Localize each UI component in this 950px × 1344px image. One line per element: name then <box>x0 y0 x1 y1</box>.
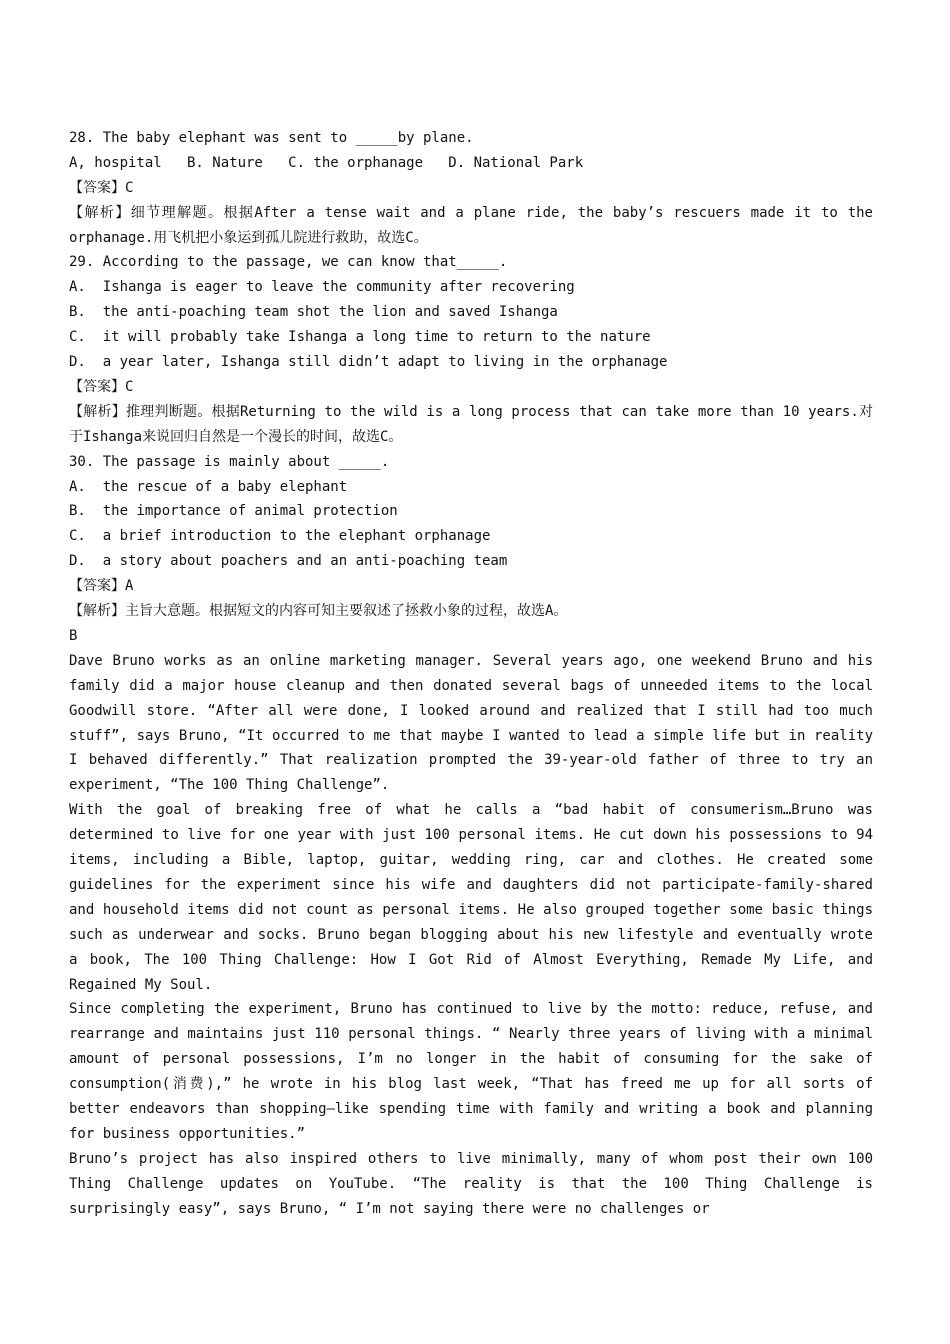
question-28-answer: 【答案】C <box>69 179 134 196</box>
question-28-stem: 28. The baby elephant was sent to _____by plane. <box>69 130 474 146</box>
question-30-analysis: 【解析】主旨大意题。根据短文的内容可知主要叙述了拯救小象的过程，故选A。 <box>69 602 568 619</box>
question-30-stem: 30. The passage is mainly about _____. <box>69 453 390 470</box>
document-page <box>69 126 873 1222</box>
passage-paragraph-3: Since completing the experiment, Bruno has continued to live by the motto: reduce, refuse, and rearrange and maintains just 110 personal things. “ Nearly three years of living with a minimal amount of personal possessions, I’m no longer in the habit of consuming for the sake of consumption(消费),” he wrote in his blog last week, “That has freed me up for all sorts of better endeavors than shopping—like spending time with family and writing a book and planning for business opportunities.” <box>69 1001 873 1142</box>
section-b-label: B <box>69 627 78 644</box>
question-30-answer: 【答案】A <box>69 578 134 595</box>
passage-paragraph-4: Bruno’s project has also inspired others to live minimally, many of whom post their own 100 Thing Challenge updates on YouTube. “The reality is that the 100 Thing Challenge is surprisingly easy”, says Bruno, “ I’m not saying there were no challenges or <box>69 1150 873 1217</box>
passage-paragraph-1: Dave Bruno works as an online marketing manager. Several years ago, one weekend Bruno and his family did a major house cleanup and then donated several bags of unneeded items to the local Goodwill store. “After all were done, I looked around and realized that I still had too much stuff”, says Bruno, “It occurred to me that maybe I wanted to lead a simple life but in reality I behaved differently.” That realization prompted the 39-year-old father of three to try an experiment, “The 100 Thing Challenge”. <box>69 652 873 794</box>
question-29-analysis: 【解析】推理判断题。根据Returning to the wild is a long process that can take more than 10 years.对于Ishanga来说回归自然是一个漫长的时间，故选C。 <box>69 403 873 445</box>
passage-paragraph-2: With the goal of breaking free of what he calls a “bad habit of consumerism…Bruno was determined to live for one year with just 100 personal items. He cut down his possessions to 94 items, including a Bible, laptop, guitar, wedding ring, car and clothes. He created some guidelines for the experiment since his wife and daughters did not participate-family-shared and household items did not count as personal items. He also grouped together some basic things such as underwear and socks. Bruno began blogging about his new lifestyle and eventually wrote a book, The 100 Thing Challenge: How I Got Rid of Almost Everything, Remade My Life, and Regained My Soul. <box>69 802 873 993</box>
question-29-stem: 29. According to the passage, we can know that_____. <box>69 254 508 271</box>
question-30-option-b: B. the importance of animal protection <box>69 503 398 520</box>
question-29-option-b: B. the anti-poaching team shot the lion and saved Ishanga <box>69 304 558 321</box>
question-29-option-c: C. it will probably take Ishanga a long time to return to the nature <box>69 329 651 346</box>
question-30-option-c: C. a brief introduction to the elephant orphanage <box>69 528 491 545</box>
question-29-option-a: A. Ishanga is eager to leave the community after recovering <box>69 279 575 296</box>
question-29-option-d: D. a year later, Ishanga still didn’t adapt to living in the orphanage <box>69 354 668 371</box>
question-29-answer: 【答案】C <box>69 378 134 395</box>
question-30-option-a: A. the rescue of a baby elephant <box>69 478 348 495</box>
question-30-option-d: D. a story about poachers and an anti-poaching team <box>69 553 508 570</box>
question-28-options: A, hospital B. Nature C. the orphanage D. National Park <box>69 154 584 171</box>
question-28-analysis: 【解析】细节理解题。根据After a tense wait and a plane ride, the baby’s rescuers made it to the orphanage.用飞机把小象运到孤儿院进行救助，故选C。 <box>69 204 873 246</box>
